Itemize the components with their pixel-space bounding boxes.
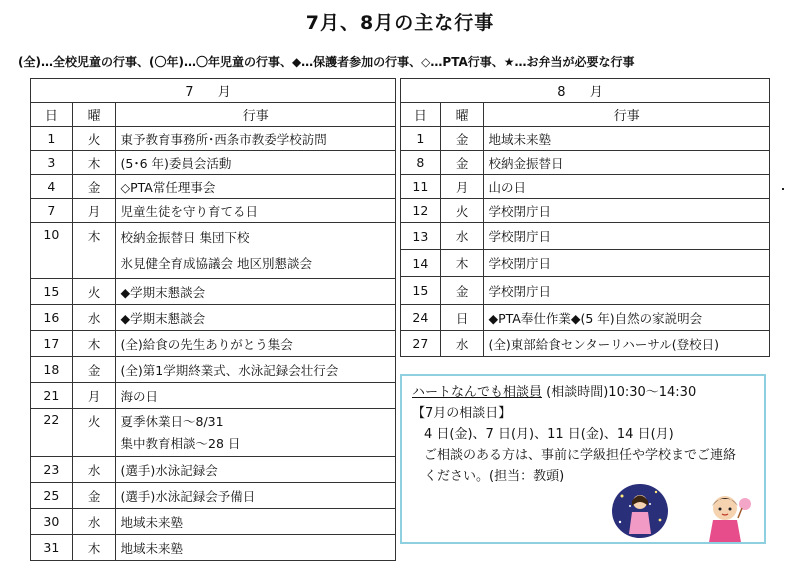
consultation-dates: 4 日(金)、7 日(月)、11 日(金)、14 日(月) <box>424 427 674 442</box>
consultation-subheading: 【7月の相談日】 <box>412 406 512 421</box>
table-row: 1 火 東予教育事務所･西条市教委学校訪問 <box>31 127 396 151</box>
table-row: 27 水 (全)東部給食センターリハーサル(登校日) <box>401 331 770 357</box>
august-weekday-header: 曜 <box>440 103 484 127</box>
july-weekday-header: 曜 <box>72 103 116 127</box>
table-row: 30 水 地域未来塾 <box>31 509 396 535</box>
table-row: 23 水 (選手)水泳記録会 <box>31 457 396 483</box>
table-row: 7 月 児童生徒を守り育てる日 <box>31 199 396 223</box>
table-row: 8 金 校納金振替日 <box>401 151 770 175</box>
consultation-note: ご相談のある方は、事前に学級担任や学校までご連絡ください。(担当：教頭) <box>424 448 737 484</box>
table-row: 18 金 (全)第1学期終業式、水泳記録会壮行会 <box>31 357 396 383</box>
july-event-header: 行事 <box>116 103 396 127</box>
consultation-hours: (相談時間)10:30～14:30 <box>542 385 697 400</box>
table-row: 3 木 (5･6 年)委員会活動 <box>31 151 396 175</box>
legend-text: (全)…全校児童の行事、(〇年)…〇年児童の行事、◆…保護者参加の行事、◇…PTA行事、★…お弁当が必要な行事 <box>18 55 635 69</box>
table-row: 1 金 地域未来塾 <box>401 127 770 151</box>
table-row: 31 木 地域未来塾 <box>31 535 396 561</box>
table-row: 13 水 学校閉庁日 <box>401 223 770 250</box>
table-row: 16 水 ◆学期末懇談会 <box>31 305 396 331</box>
july-day-header: 日 <box>31 103 73 127</box>
august-day-header: 日 <box>401 103 441 127</box>
table-row: 15 金 学校閉庁日 <box>401 277 770 305</box>
girl-fan-illustration <box>695 488 755 546</box>
august-month-header: 8 月 <box>401 79 770 103</box>
table-row: 15 火 ◆学期末懇談会 <box>31 279 396 305</box>
table-row: 25 金 (選手)水泳記録会予備日 <box>31 483 396 509</box>
table-row: 11 月 山の日 <box>401 175 770 199</box>
july-table <box>30 78 396 561</box>
consultation-heading: ハートなんでも相談員 <box>412 385 543 400</box>
table-row: 22 火 夏季休業日～8/31 集中教育相談～28 日 <box>31 409 396 457</box>
stray-dot <box>782 188 784 190</box>
table-row: 12 火 学校閉庁日 <box>401 199 770 223</box>
table-row: 4 金 ◇PTA常任理事会 <box>31 175 396 199</box>
table-row: 24 日 ◆PTA奉仕作業◆(5 年)自然の家説明会 <box>401 305 770 331</box>
august-table <box>400 78 770 357</box>
table-row: 14 木 学校閉庁日 <box>401 250 770 277</box>
table-row: 17 木 (全)給食の先生ありがとう集会 <box>31 331 396 357</box>
girl-stars-illustration <box>610 482 670 540</box>
july-month-header: 7 月 <box>31 79 396 103</box>
august-event-header: 行事 <box>484 103 770 127</box>
table-row: 10 木 校納金振替日 集団下校 氷見健全育成協議会 地区別懇談会 <box>31 223 396 279</box>
page-title: 7月、8月の主な行事 <box>305 12 495 34</box>
table-row: 21 月 海の日 <box>31 383 396 409</box>
